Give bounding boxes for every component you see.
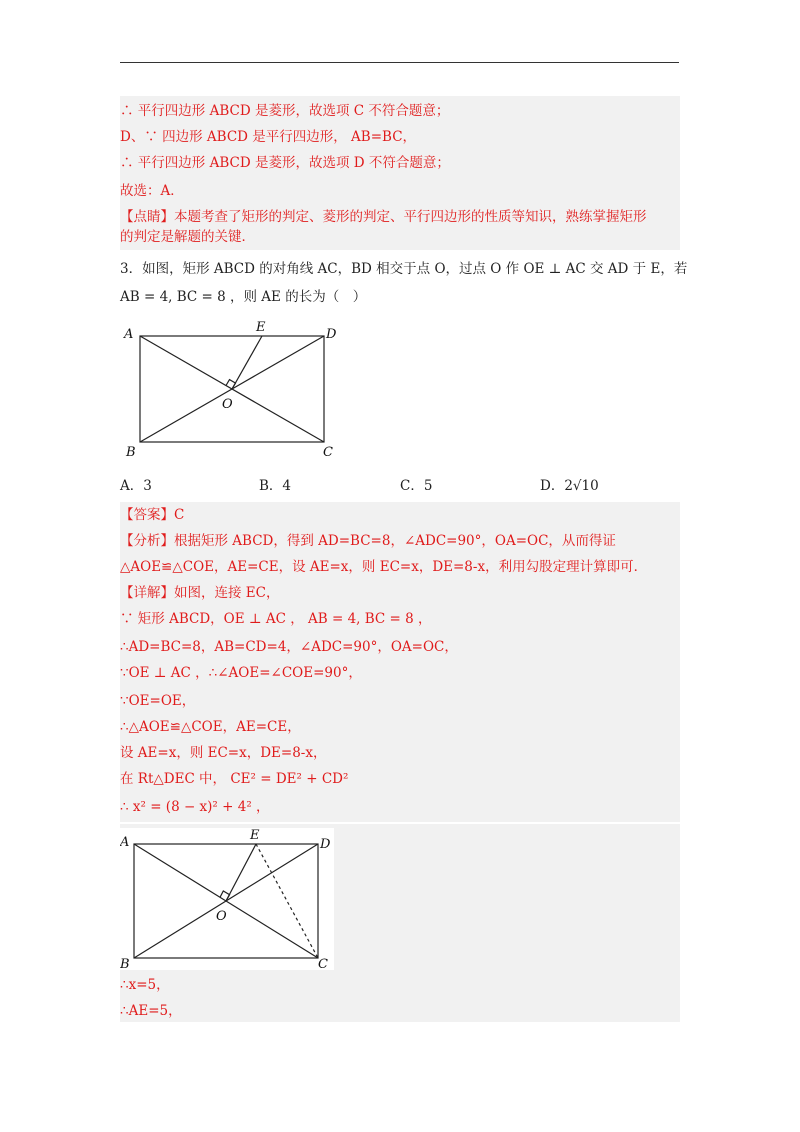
analysis-line-1: 【分析】根据矩形 ABCD，得到 AD=BC=8，∠ADC=90°，OA=OC，从而得证 — [120, 533, 616, 549]
answer-line: 【答案】C — [120, 507, 185, 523]
solution-line-4: 故选：A． — [120, 183, 184, 199]
remark-line-2: 的判定是解题的关键． — [120, 229, 255, 245]
detail-line-7: 设 AE=x，则 EC=x，DE=8-x， — [120, 745, 327, 761]
solution-line-2: D、∵ 四边形 ABCD 是平行四边形， AB=BC， — [120, 129, 417, 145]
detail-line-1: 【详解】如图，连接 EC， — [120, 585, 280, 601]
detail-line-6: ∴△AOE≌△COE，AE=CE， — [120, 719, 301, 735]
option-c: C．5 — [400, 478, 433, 494]
segment-ec-dashed — [256, 844, 318, 958]
remark-line-1: 【点睛】本题考查了矩形的判定、菱形的判定、平行四边形的性质等知识，熟练掌握矩形 — [120, 209, 647, 225]
label-d-2: D — [320, 837, 331, 852]
question-line-2: AB = 4, BC = 8 ，则 AE 的长为（ ） — [120, 289, 367, 305]
label-o-2: O — [216, 909, 227, 924]
question-line-1: 3．如图，矩形 ABCD 的对角线 AC，BD 相交于点 O，过点 O 作 OE ⊥ AC 交 AD 于 E，若 — [120, 261, 688, 277]
figure-rectangle-1 — [120, 318, 340, 462]
detail-line-2: ∵ 矩形 ABCD，OE ⊥ AC ， AB = 4, BC = 8 ， — [120, 611, 432, 627]
conclusion-line-1: ∴x=5， — [120, 977, 170, 993]
label-o: O — [222, 397, 233, 412]
conclusion-line-2: ∴AE=5， — [120, 1003, 182, 1019]
answer-block — [120, 502, 680, 822]
figure-rectangle-2 — [120, 828, 334, 970]
label-b: B — [126, 445, 136, 460]
label-c: C — [323, 445, 333, 460]
solution-line-1: ∴ 平行四边形 ABCD 是菱形，故选项 C 不符合题意； — [120, 103, 450, 119]
detail-line-3: ∴AD=BC=8，AB=CD=4，∠ADC=90°，OA=OC， — [120, 639, 458, 655]
label-c-2: C — [318, 957, 328, 970]
segment-oe-2 — [226, 844, 256, 901]
label-e-2: E — [250, 828, 260, 843]
solution-line-3: ∴ 平行四边形 ABCD 是菱形，故选项 D 不符合题意； — [120, 155, 450, 171]
option-a: A．3 — [120, 478, 152, 494]
previous-solution-block — [120, 96, 680, 250]
option-b: B．4 — [259, 478, 292, 494]
label-d: D — [326, 327, 337, 342]
label-b-2: B — [120, 957, 130, 970]
detail-line-4: ∵OE ⊥ AC ，∴∠AOE=∠COE=90°， — [120, 665, 362, 681]
option-d: D．2√10 — [540, 478, 599, 494]
label-e: E — [256, 320, 266, 335]
detail-line-9: ∴ x² = (8 − x)² + 4² ， — [120, 799, 270, 815]
analysis-line-2: △AOE≌△COE，AE=CE，设 AE=x，则 EC=x，DE=8-x，利用勾股定理计算即可． — [120, 559, 648, 575]
label-a-2: A — [120, 835, 130, 850]
detail-line-5: ∵OE=OE， — [120, 693, 196, 709]
detail-line-8: 在 Rt△DEC 中， CE² = DE² + CD² — [120, 771, 349, 787]
header-rule — [120, 62, 679, 63]
label-a: A — [124, 327, 134, 342]
conclusion-block — [120, 970, 680, 1022]
